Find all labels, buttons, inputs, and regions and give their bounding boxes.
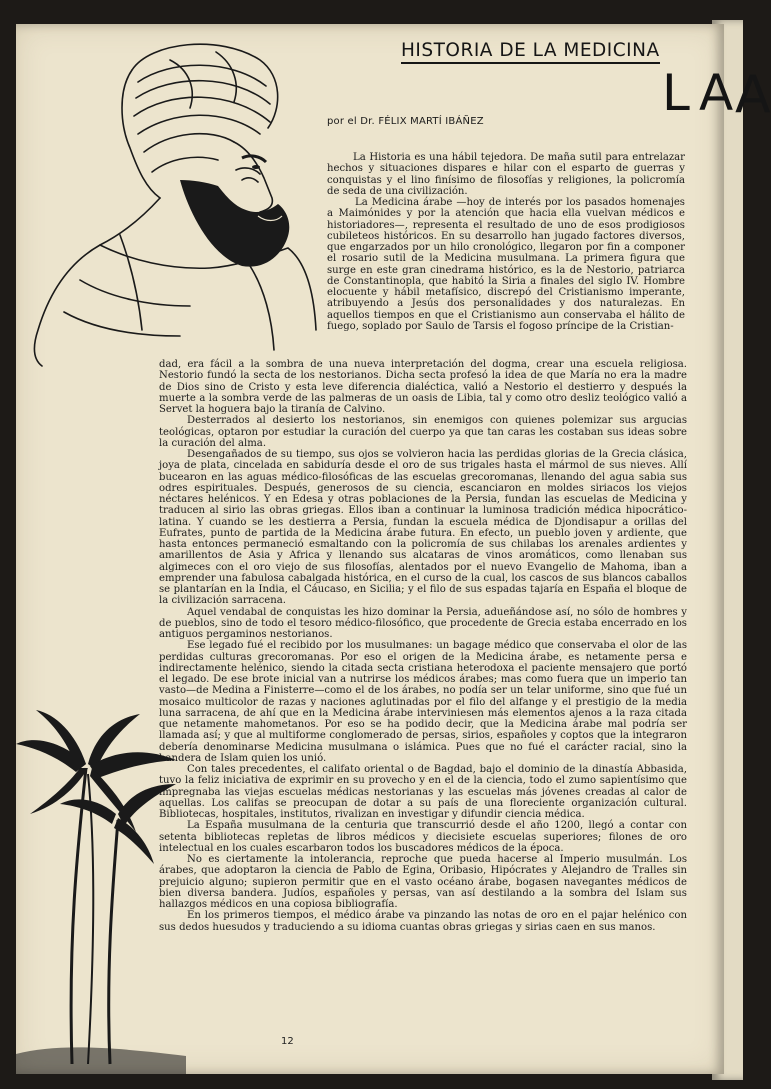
paragraph: Aquel vendabal de conquistas les hizo dominar la Persia, adueñándose así, no sólo de hombres y de pueblos, sino de todo el tesoro médico-filosófico, que procedente de Grecia estaba encerrado en los antiguos pergaminos nestorianos. [159, 606, 687, 640]
paragraph: Desterrados al desierto los nestorianos, sin enemigos con quienes polemizar sus argucias teológicas, optaron por estudiar la curación del cuerpo ya que tan caras les costaban sus ideas sobre la curación del alma. [159, 415, 687, 449]
paragraph: No es ciertamente la intolerancia, reproche que pueda hacerse al Imperio musulmán. Los árabes, que adoptaron la ciencia de Pablo de Egina, Oribasio, Hipócrates y Alejandro de Tralles sin prejuicio alguno; supieron permitir que en el vasto océano árabe, bogasen navegantes médicos de bien diversa bandera. Judíos, españoles y persas, van así destilando a la sombra del Islam sus hallazgos médicos en una copiosa bibliografía. [159, 854, 687, 910]
section-title: HISTORIA DE LA MEDICINA [401, 40, 660, 64]
paragraph: Desengañados de su tiempo, sus ojos se volvieron hacia las perdidas glorias de la Grecia clásica, joya de plata, cincelada en sabiduría desde el oro de sus trigales hasta el mármol de sus nieves. Allí bucearon en las aguas médico-filosóficas de las escuelas grecoromanas, llenando del agua sabia sus odres espirituales. Después, generosos de su ciencia, escanciaron en moldes siriacos los viejos néctares helénicos. Y en Edesa y otras poblaciones de la Persia, fundan las escuelas de Medicina y traducen al sirio las obras griegas. Ellos iban a continuar la luminosa tradición médica hipocrático-latina. Y cuando se les destierra a Persia, fundan la escuela médica de Djondisapur a orillas del Eufrates, punto de partida de la Medicina árabe futura. En efecto, un pueblo joven y ardiente, que hasta entonces permaneció esmaltando con la policromía de sus chilabas los arenales ardientes y amarillentos de Asia y Africa y llenando sus alcataras de vinos aromáticos, como llenaban sus algimeces con el oro viejo de sus filosofías, alentados por el nuevo Evangelio de Mahoma, iban a emprender una fabulosa cabalgada histórica, en el curso de la cual, los cascos de sus blancos caballos se plantarían en la India, el Cáucaso, en Sicilia; y el filo de sus espadas tajaría en España el bloque de la civilización sarracena. [159, 449, 687, 607]
magazine-page [16, 24, 742, 1074]
paragraph: dad, era fácil a la sombra de una nueva interpretación del dogma, crear una escuela religiosa. Nestorio fundó la secta de los nestorianos. Dicha secta profesó la idea de que María no era la madre de Dios sino de Cristo y esta leve diferencia dialéctica, valió a Nestorio el destierro y después la muerte a la sombra verde de las palmeras de un oasis de Libia, tal y como otro desliz teológico valió a Servet la hoguera bajo la tiranía de Calvino. [159, 359, 687, 415]
adjacent-page-title-fragment: A [735, 65, 771, 125]
turbaned-man-illustration [20, 30, 320, 370]
paragraph: En los primeros tiempos, el médico árabe va pinzando las notas de oro en el pajar helénico con sus dedos huesudos y traduciendo a su idioma cuantas obras griegas y sirias caen en sus manos. [159, 910, 687, 933]
intro-column [327, 152, 685, 332]
article-title: LA [662, 64, 742, 122]
paragraph: La Medicina árabe —hoy de interés por los pasados homenajes a Maimónides y por la atención que hacia ella vuelvan médicos e historiadores—, representa el resultado de uno de esos prodigiosos cubileteos históricos. En su desarrollo han jugado factores diversos, que engarzados por un hilo cronológico, llegaron por fin a componer el rosario sutil de la Medicina musulmana. La primera figura que surge en este gran cinedrama histórico, es la de Nestorio, patriarca de Constantinopla, que habitó la Siria a finales del siglo IV. Hombre elocuente y hábil metafísico, discrepó del Cristianismo imperante, atribuyendo a Jesús dos personalidades y dos naturalezas. En aquellos tiempos en que el Cristianismo aun conservaba el hálito de fuego, soplado por Saulo de Tarsis el fogoso príncipe de la Cristian- [327, 197, 685, 332]
byline: por el Dr. FÉLIX MARTÍ IBÁÑEZ [327, 116, 484, 127]
page-number: 12 [281, 1036, 294, 1047]
paragraph: Ese legado fué el recibido por los musulmanes: un bagage médico que conservaba el olor de las perdidas culturas grecoromanas. Por eso el origen de la Medicina árabe, es netamente persa e indirectamente helénico, siendo la citada secta cristiana heterodoxa el paciente mensajero que portó el legado. De ese brote inicial van a nutrirse los médicos árabes; mas como fuera que un imperio tan vasto—de Medina a Finisterre—como el de los árabes, no podía ser un telar uniforme, sino que fué un mosaico multicolor de razas y naciones aglutinadas por el filo del alfange y el prestigio de la media luna sarracena, de ahí que en la Medicina árabe interviniesen más elementos ajenos a la raza citada que netamente mahometanos. Por eso se ha podido decir, que la Medicina árabe mal podría ser llamada así; y que al multiforme conglomerado de persas, sirios, españoles y coptos que la integraron debería denominarse Medicina musulmana o islámica. Pues que no fué el carácter racial, sino la bandera de Islam quien los unió. [159, 640, 687, 764]
paragraph: La España musulmana de la centuria que transcurrió desde el año 1200, llegó a contar con setenta bibliotecas repletas de libros médicos y diecisiete escuelas superiores; filones de oro intelectual en los cuales escarbaron todos los buscadores médicos de la época. [159, 820, 687, 854]
main-text-column [159, 359, 687, 933]
paragraph: Con tales precedentes, el califato oriental o de Bagdad, bajo el dominio de la dinastía Abbasida, tuvo la feliz iniciativa de exprimir en su provecho y en el de la ciencia, todo el zumo sapientísimo que impregnaba las viejas escuelas médicas nestorianas y las escuelas más jóvenes creadas al calor de aquellas. Los califas se preocupan de dotar a su país de una floreciente organización cultural. Bibliotecas, hospitales, institutos, rivalizan en investigar y difundir ciencia médica. [159, 764, 687, 820]
paragraph: La Historia es una hábil tejedora. De maña sutil para entrelazar hechos y situaciones dispares e hilar con el esparto de guerras y conquistas y el lino finísimo de filosofías y religiones, la policromía de seda de una civilización. [327, 152, 685, 197]
